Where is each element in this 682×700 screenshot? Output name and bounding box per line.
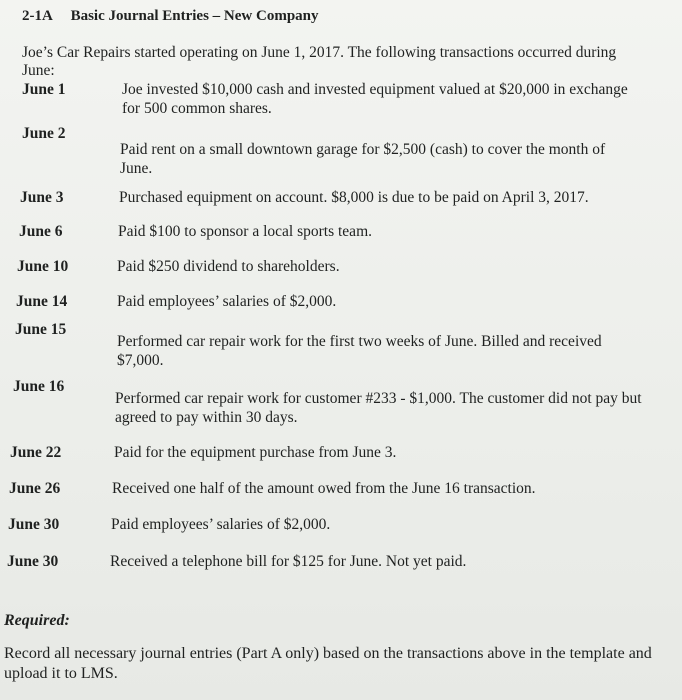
exercise-number: 2-1A <box>22 8 53 24</box>
transaction-date: June 15 <box>15 321 67 338</box>
exercise-title: Basic Journal Entries – New Company <box>70 8 319 24</box>
required-heading: Required: <box>4 612 70 629</box>
intro-paragraph: Joe’s Car Repairs started operating on June 1, 2017. The following transactions occurred during June: <box>22 44 617 79</box>
transaction-date: June 6 <box>19 223 63 240</box>
transaction-description: Paid employees’ salaries of $2,000. <box>117 293 337 310</box>
transaction-date: June 1 <box>22 81 66 98</box>
transaction-description: Paid for the equipment purchase from June 3. <box>114 444 397 461</box>
transaction-description: Performed car repair work for customer #233 - $1,000. The customer did not pay but agreed to pay within 30 days. <box>115 390 642 426</box>
transaction-date: June 30 <box>7 553 59 570</box>
transaction-date: June 22 <box>10 444 62 461</box>
transaction-description: Received one half of the amount owed from the June 16 transaction. <box>112 480 536 497</box>
transaction-date: June 10 <box>17 258 69 275</box>
transaction-description: Paid employees’ salaries of $2,000. <box>111 516 331 533</box>
transaction-description: Paid rent on a small downtown garage for $2,500 (cash) to cover the month of June. <box>120 141 606 177</box>
transaction-date: June 16 <box>13 378 65 395</box>
transaction-description: Received a telephone bill for $125 for June. Not yet paid. <box>110 553 467 570</box>
transaction-description: Purchased equipment on account. $8,000 is due to be paid on April 3, 2017. <box>119 189 589 206</box>
transaction-date: June 26 <box>9 480 61 497</box>
transaction-date: June 30 <box>8 516 60 533</box>
transaction-date: June 3 <box>20 189 64 206</box>
transaction-description: Performed car repair work for the first two weeks of June. Billed and received $7,000. <box>117 333 602 369</box>
transaction-description: Paid $100 to sponsor a local sports team. <box>118 223 372 240</box>
transaction-date: June 14 <box>16 293 68 310</box>
instruction-paragraph: Record all necessary journal entries (Part A only) based on the transactions above in the template and upload it to LMS. <box>4 645 652 682</box>
transaction-description: Joe invested $10,000 cash and invested equipment valued at $20,000 in exchange for 500 common shares. <box>122 81 628 117</box>
exercise-header <box>22 8 319 25</box>
transaction-date: June 2 <box>22 125 66 142</box>
transaction-description: Paid $250 dividend to shareholders. <box>117 258 340 275</box>
